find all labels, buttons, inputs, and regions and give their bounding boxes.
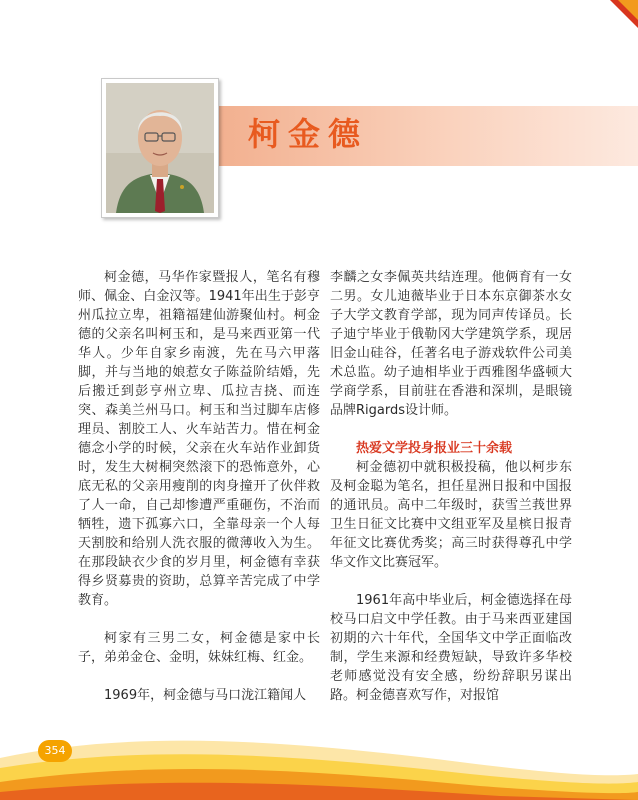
paragraph-family: 柯家有三男二女，柯金德是家中长子，弟弟金仓、金明，妹妹红梅、红金。 [78, 631, 320, 665]
paragraph-writing: 柯金德初中就积极投稿，他以柯步东及柯金聪为笔名，担任星洲日报和中国报的通讯员。高中二年级时，获雪兰莪世界卫生日征文比赛中文组亚军及星槟日报青年征文比赛优秀奖；高三时获得尊孔中学华文作文比赛冠军。 [330, 460, 572, 570]
page-title: 柯金德 [248, 115, 369, 153]
portrait-image [106, 83, 214, 213]
portrait-photo [101, 78, 219, 218]
corner-ornament [610, 0, 638, 28]
footer-swoosh [0, 650, 638, 800]
paragraph-marriage-cont: 李麟之女李佩英共结连理。他俩育有一女二男。女儿迪薇毕业于日本东京御茶水女子大学文教育学部，现为同声传译员。长子迪宁毕业于俄勒冈大学建筑学系，现居旧金山硅谷，任著名电子游戏软件公司美术总监。幼子迪相毕业于西雅图华盛顿大学商学系，目前驻在香港和深圳，是眼镜品牌Rigards设计师。 [330, 270, 572, 418]
paragraph-teaching: 1961年高中毕业后，柯金德选择在母校马口启文中学任教。由于马来西亚建国初期的六十年代，全国华文中学正面临改制，学生来源和经费短缺，导致许多华校老师感觉没有安全感，纷纷辞职另谋出路。柯金德喜欢写作，对报馆 [330, 593, 572, 703]
page-number-badge: 354 [38, 740, 72, 762]
left-column [78, 268, 320, 705]
section-heading: 热爱文学投身报业三十余载 [356, 441, 513, 456]
paragraph-marriage-start: 1969年，柯金德与马口泷江籍闻人 [104, 688, 307, 703]
paragraph-bio: 柯金德，马华作家暨报人，笔名有穆师、佩金、白金汉等。1941年出生于彭亨州瓜拉立卑，祖籍福建仙游聚仙村。柯金德的父亲名叫柯玉和，是马来西亚第一代华人。少年自家乡南渡，先在马六甲落脚，并与当地的娘惹女子陈益阶结婚，先后搬迁到彭亨州立卑、瓜拉吉挠、而连突、森美兰州马口。柯玉和当过脚车店修理员、割胶工人、火车站苦力。惜在柯金德念小学的时候，父亲在火车站作业卸货时，发生大树桐突然滚下的恐怖意外，心底无私的父亲用瘦削的肉身撞开了伙伴救了人一命，自己却惨遭严重砸伤，不治而牺牲，遗下孤寡六口，全靠母亲一个人每天割胶和给别人洗衣服的微薄收入为生。在那段缺衣少食的岁月里，柯金德有幸获得乡贤募贵的资助，总算辛苦完成了中学教育。 [78, 270, 320, 608]
right-column [330, 268, 572, 705]
